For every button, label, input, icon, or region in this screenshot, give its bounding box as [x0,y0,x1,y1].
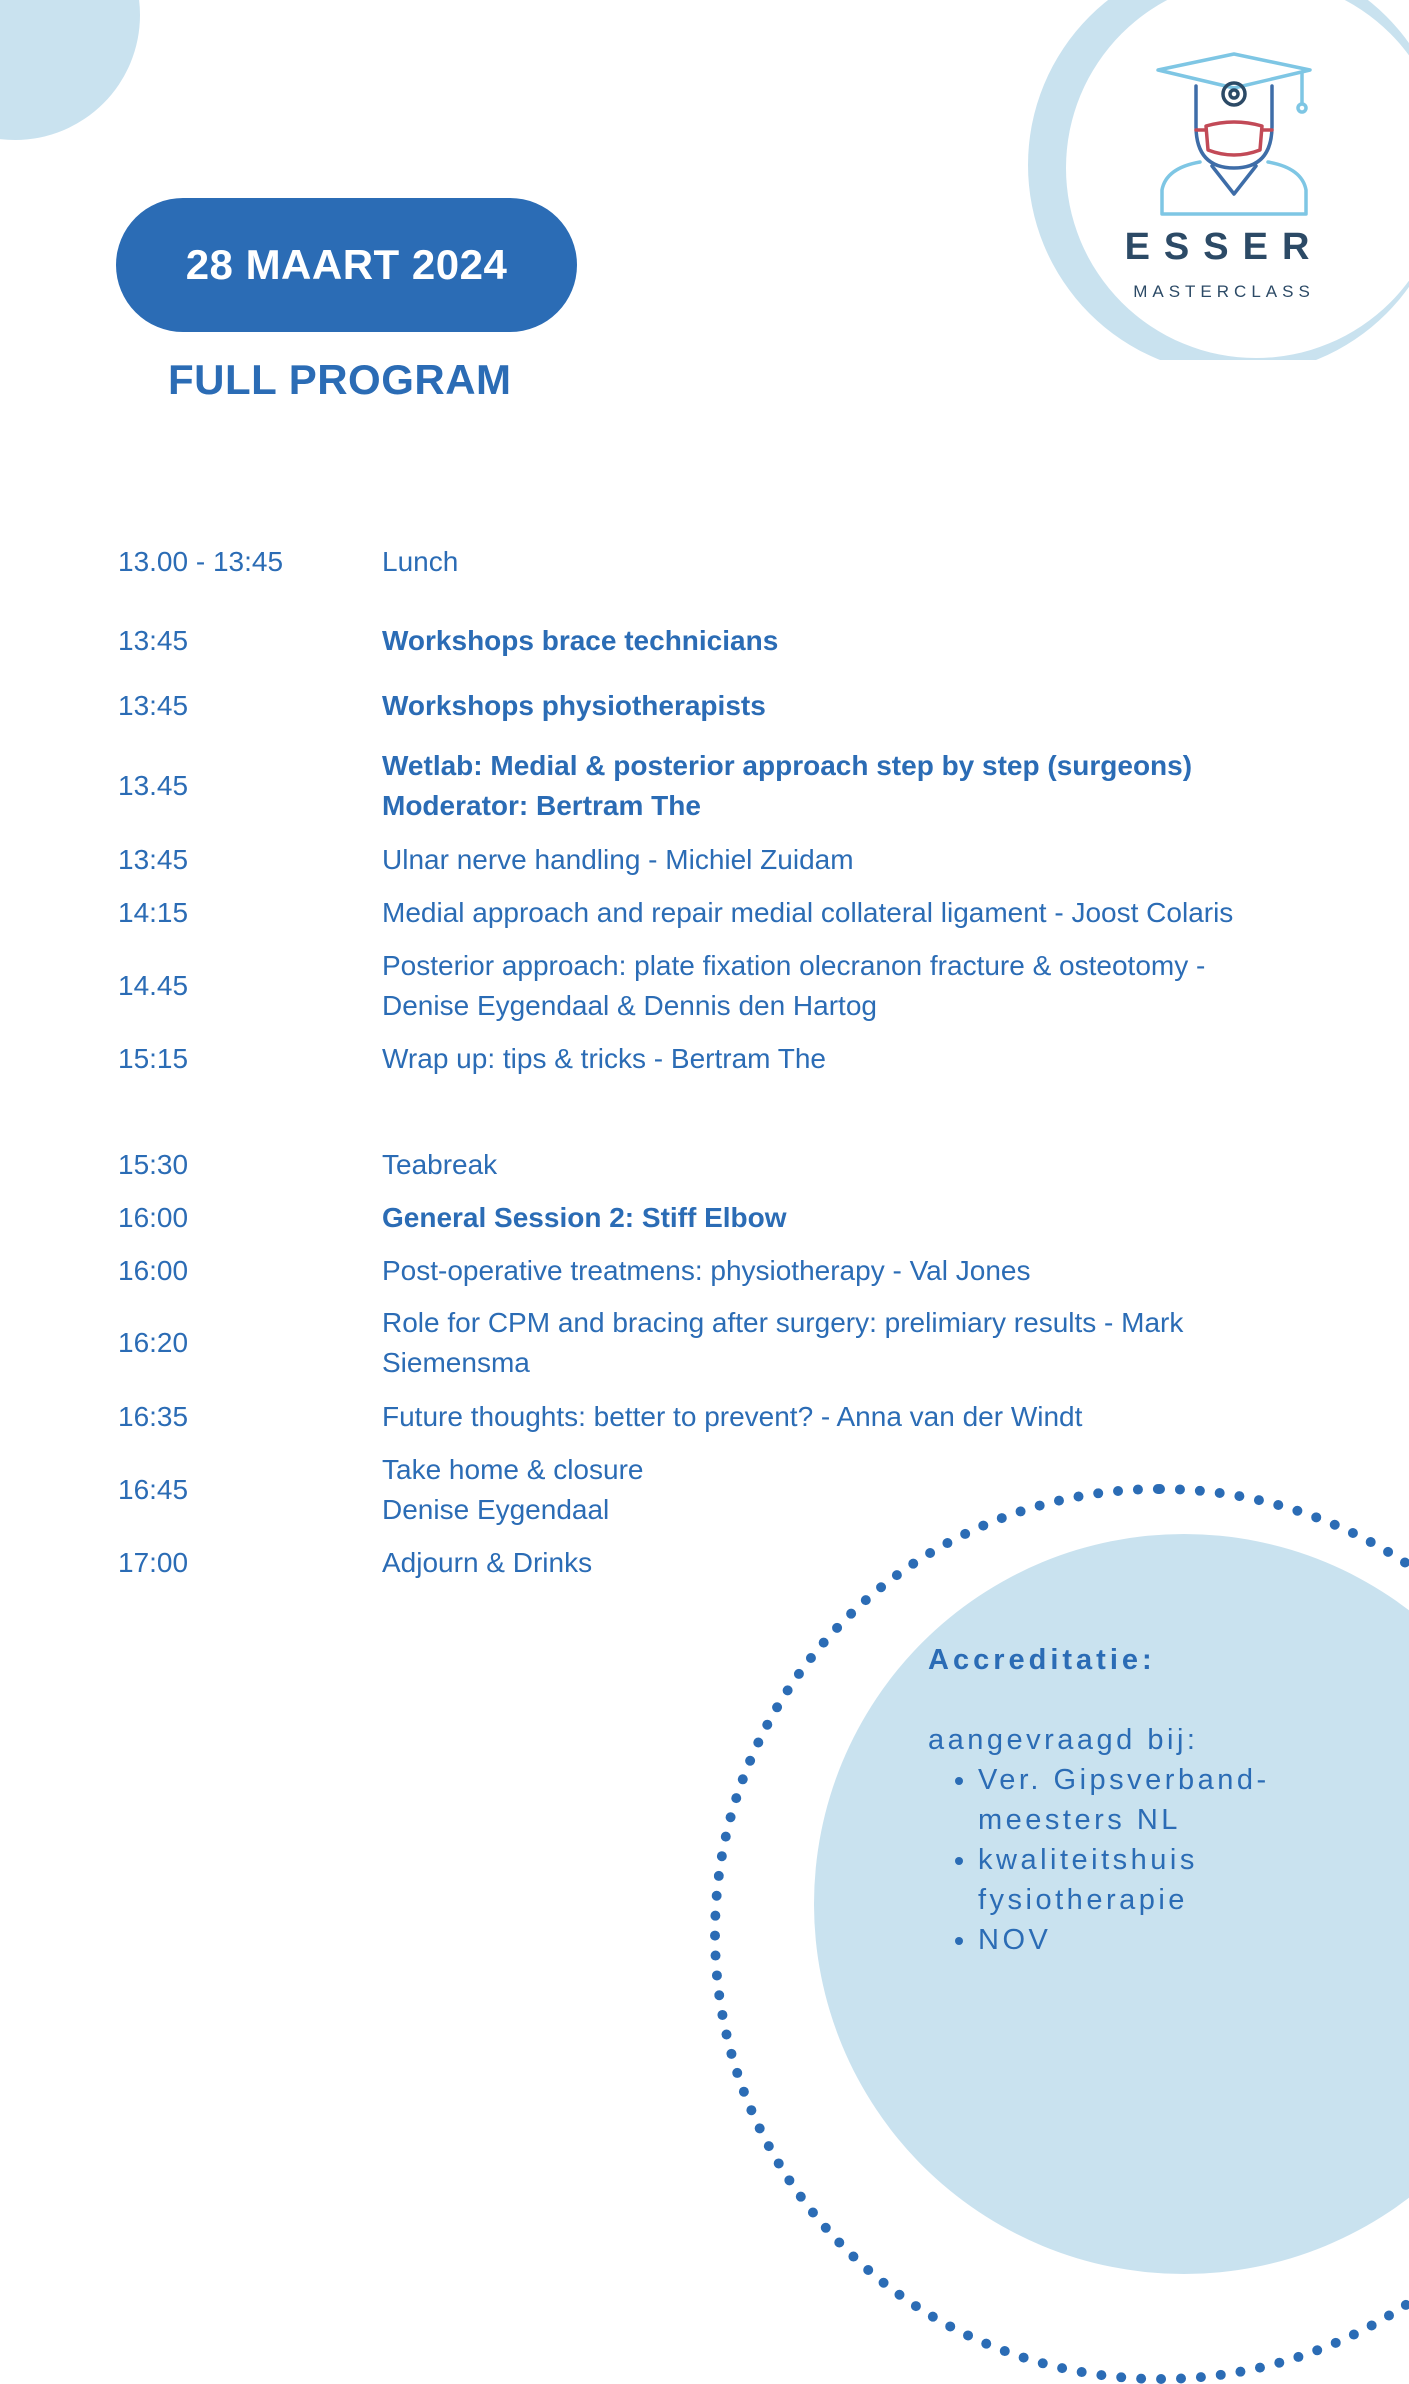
schedule-title-block [382,946,1318,1026]
schedule-speakers: Siemensma [382,1347,530,1378]
schedule-title: Medial approach and repair medial collateral ligament - Joost Colaris [382,897,1234,928]
schedule-time: 16:45 [118,1474,189,1505]
schedule-time: 16:00 [118,1202,189,1233]
schedule-title: Wrap up: tips & tricks - Bertram The [382,1043,826,1074]
schedule-title: Role for CPM and bracing after surgery: prelimiary results - Mark [382,1307,1184,1338]
schedule-title: Workshops physiotherapists [382,690,766,721]
schedule-title-block [382,746,1318,826]
accreditation-item: • Ver. Gipsverband-meesters NL [978,1760,1348,1840]
schedule-title: Future thoughts: better to prevent? - Anna van der Windt [382,1401,1083,1432]
schedule-time: 13:45 [118,690,189,721]
schedule-time: 13.00 - 13:45 [118,546,284,577]
schedule-title: Take home & closure [382,1454,644,1485]
schedule-row [118,1303,1318,1383]
schedule-title: Post-operative treatmens: physiotherapy - Val Jones [382,1255,1031,1286]
schedule-row [118,1145,1318,1185]
schedule-speakers: Denise Eygendaal [382,1494,610,1525]
date-label: 28 MAART 2024 [185,241,508,288]
schedule-row [118,893,1318,933]
schedule-time: 16:20 [118,1327,189,1358]
logo-subtitle: MASTERCLASS [1133,282,1315,301]
schedule-time: 15:15 [118,1043,189,1074]
schedule-row [118,542,1318,582]
schedule-title: Adjourn & Drinks [382,1547,593,1578]
schedule-row [118,1039,1318,1079]
logo-badge [1016,0,1409,360]
schedule-row [118,1251,1318,1291]
accreditation-item: • kwaliteitshuis fysiotherapie [978,1840,1348,1920]
accreditation-list [928,1760,1348,1960]
accreditation-heading: Accreditatie: [928,1644,1156,1676]
schedule-time: 13.45 [118,770,189,801]
schedule-time: 15:30 [118,1149,189,1180]
logo-title: ESSER [1124,226,1324,268]
schedule-time: 14.45 [118,970,189,1001]
accreditation-intro: aangevraagd bij: [928,1724,1199,1756]
schedule-time: 16:00 [118,1255,189,1286]
schedule-title-block [382,1303,1318,1383]
page-title: FULL PROGRAM [168,356,512,403]
schedule-row [118,621,1318,661]
schedule-row [118,1397,1318,1437]
schedule-title: Wetlab: Medial & posterior approach step by step (surgeons) [382,750,1193,781]
schedule-time: 13:45 [118,844,189,875]
schedule-time: 16:35 [118,1401,189,1432]
schedule-title: Ulnar nerve handling - Michiel Zuidam [382,844,854,875]
schedule-title: Workshops brace technicians [382,625,779,656]
schedule-title: Posterior approach: plate fixation olecranon fracture & osteotomy - [382,950,1206,981]
schedule-title: Lunch [382,546,459,577]
schedule-title: General Session 2: Stiff Elbow [382,1202,787,1233]
accreditation-item: • NOV [978,1920,1348,1960]
schedule-row [118,746,1318,826]
logo [1016,0,1409,360]
accreditation-box [928,1640,1348,1960]
schedule-speakers: Denise Eygendaal & Dennis den Hartog [382,990,877,1021]
schedule-row [118,946,1318,1026]
corner-decoration [0,0,140,140]
schedule-time: 14:15 [118,897,189,928]
schedule-row [118,1198,1318,1238]
schedule-time: 17:00 [118,1547,189,1578]
schedule-row [118,840,1318,880]
schedule-title: Teabreak [382,1149,498,1180]
schedule-row [118,686,1318,726]
date-badge [116,198,577,332]
schedule-moderator: Moderator: Bertram The [382,790,701,821]
schedule-time: 13:45 [118,625,189,656]
